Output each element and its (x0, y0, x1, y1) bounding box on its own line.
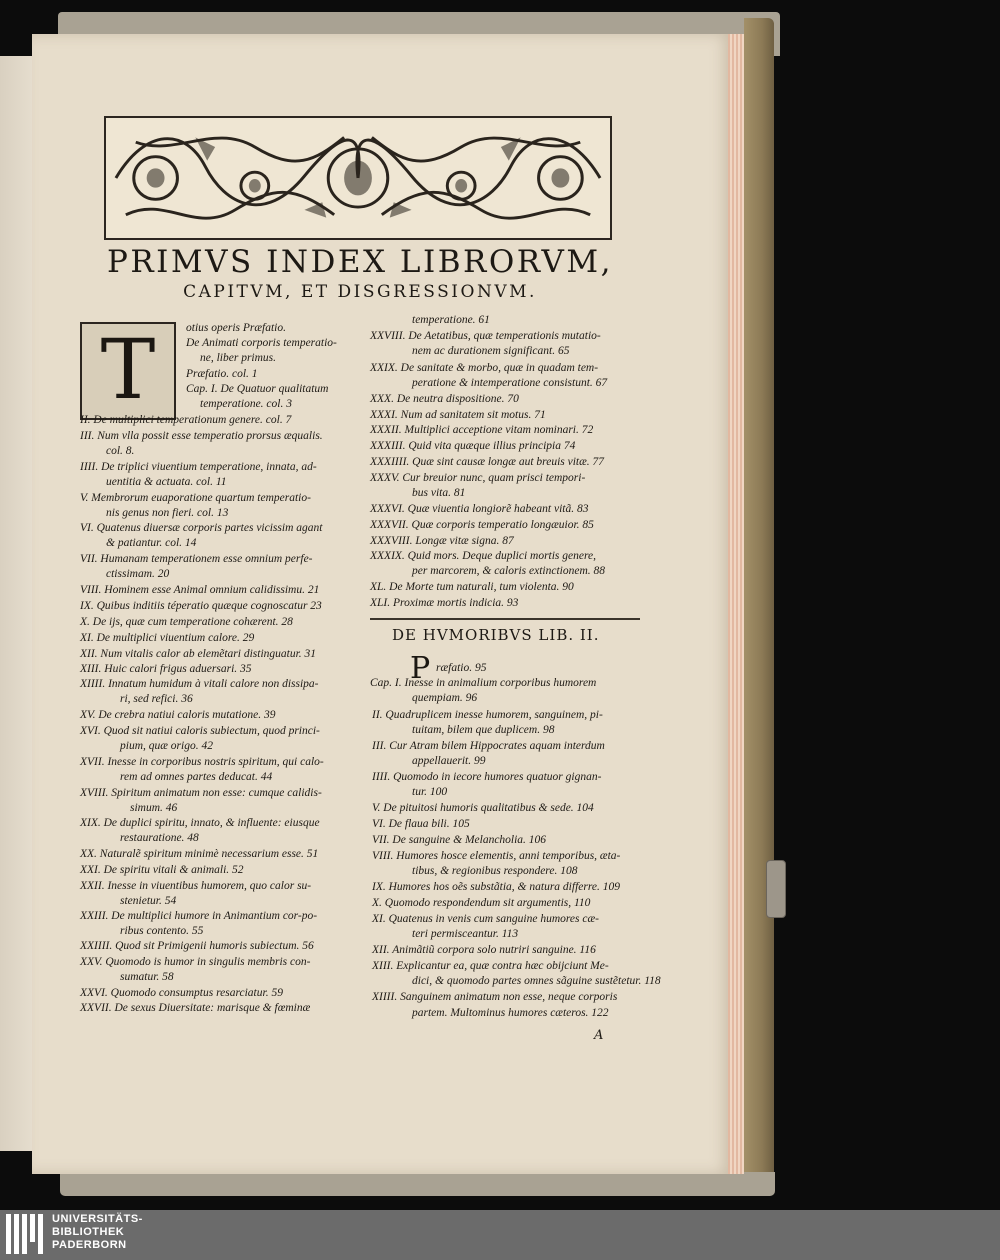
index-entry: dici, & quomodo partes omnes sãguine sustẽtetur. 118 (412, 975, 661, 987)
index-entry: col. 8. (106, 445, 135, 457)
catchword: A (594, 1028, 604, 1043)
book-cover-bottom (60, 1172, 775, 1196)
index-entry: XXXIX. Quid mors. Deque duplici mortis genere, (370, 550, 597, 562)
index-entry: XXVII. De sexus Diuersitate: marisque & fœminæ (80, 1002, 311, 1014)
index-entry: XXXIII. Quid vita quæque illius principia 74 (370, 440, 576, 452)
index-entry: Cap. I. Inesse in animalium corporibus humorem (370, 677, 597, 689)
index-entry: per marcorem, & caloris extinctionem. 88 (412, 565, 606, 577)
index-entry: XXXVIII. Longæ vitæ signa. 87 (370, 535, 514, 547)
index-entry: sumatur. 58 (120, 971, 174, 983)
index-entry: XVI. Quod sit natiui caloris subiectum, quod princi- (80, 725, 320, 737)
index-entry: V. De pituitosi humoris qualitatibus & sede. 104 (372, 802, 594, 814)
index-entry: partem. Multominus humores cæteros. 122 (412, 1007, 609, 1019)
index-entry: ne, liber primus. (200, 352, 277, 364)
section-heading: DE HVMORIBVS LIB. II. (392, 626, 600, 644)
index-entry: quempiam. 96 (412, 692, 478, 704)
index-entry: XI. Quatenus in venis cum sanguine humores cæ- (372, 913, 599, 925)
index-entry: IIII. De triplici viuentium temperatione, innata, ad- (80, 461, 317, 473)
index-entry: uentitia & actuata. col. 11 (106, 476, 227, 488)
index-entry: XIIII. Sanguinem animatum non esse, neque corporis (372, 991, 618, 1003)
index-entry: II. De multiplici temperationum genere. col. 7 (80, 414, 292, 426)
index-entry: IIII. Quomodo in iecore humores quatuor gignan- (372, 771, 602, 783)
index-entry: II. Quadruplicem inesse humorem, sanguinem, pi- (372, 709, 603, 721)
index-entry: XVII. Inesse in corporibus nostris spiritum, qui calo- (80, 756, 324, 768)
logo-line-1: UNIVERSITÄTS- (52, 1213, 143, 1225)
index-title: PRIMVS INDEX LIBRORVM, (106, 244, 614, 280)
index-entry: simum. 46 (130, 802, 178, 814)
index-entry: VII. Humanam temperationem esse omnium perfe- (80, 553, 313, 565)
initial-letter: T (100, 323, 156, 418)
index-entry: XXXVII. Quæ corporis temperatio longæuior. 85 (370, 519, 594, 531)
index-entry: rem ad omnes partes deducat. 44 (120, 771, 273, 783)
index-entry: XXVI. Quomodo consumptus resarciatur. 59 (80, 987, 283, 999)
index-entry: ræfatio. 95 (436, 662, 487, 674)
index-entry: temperatione. 61 (412, 314, 490, 326)
index-entry: ribus contento. 55 (120, 925, 204, 937)
index-entry: VI. De flaua bili. 105 (372, 818, 470, 830)
index-entry: Cap. I. De Quatuor qualitatum (186, 383, 329, 395)
index-entry: VIII. Humores hosce elementis, anni temporibus, æta- (372, 850, 621, 862)
book-clasp (766, 860, 786, 918)
index-entry: XXXII. Multiplici acceptione vitam nominari. 72 (370, 424, 594, 436)
index-entry: XLI. Proximæ mortis indicia. 93 (370, 597, 519, 609)
index-entry: XXV. Quomodo is humor in singulis membris con- (80, 956, 311, 968)
index-entry: stenietur. 54 (120, 895, 177, 907)
index-entry: XXIII. De multiplici humore in Animantium cor-po- (80, 910, 318, 922)
index-entry: pium, quæ origo. 42 (120, 740, 213, 752)
index-entry: XXXIIII. Quæ sint causæ longæ aut breuis vitæ. 77 (370, 456, 605, 468)
index-entry: XIX. De duplici spiritu, innato, & influente: eiusque (80, 817, 320, 829)
index-entry: III. Num vlla possit esse temperatio prorsus æqualis. (80, 430, 323, 442)
index-subtitle: CAPITVM, ET DISGRESSIONVM. (183, 282, 537, 302)
index-entry: temperatione. col. 3 (200, 398, 292, 410)
index-entry: XXXI. Num ad sanitatem sit motus. 71 (370, 409, 546, 421)
index-entry: De Animati corporis temperatio- (186, 337, 337, 349)
index-entry: XXII. Inesse in viuentibus humorem, quo calor su- (80, 880, 312, 892)
index-entry: X. Quomodo respondendum sit argumentis, 110 (372, 897, 591, 909)
ornamental-headpiece (104, 116, 612, 240)
index-entry: XV. De crebra natiui caloris mutatione. 39 (80, 709, 276, 721)
library-logo-icon (6, 1214, 46, 1254)
index-entry: teri permisceantur. 113 (412, 928, 519, 940)
index-entry: XII. Num vitalis calor ab elemẽtari distinguatur. 31 (80, 648, 317, 660)
index-entry: otius operis Præfatio. (186, 322, 286, 334)
index-entry: XXIIII. Quod sit Primigenii humoris subiectum. 56 (80, 940, 314, 952)
index-entry: appellauerit. 99 (412, 755, 486, 767)
index-entry: XXIX. De sanitate & morbo, quæ in quadam tem- (370, 362, 599, 374)
index-entry: nis genus non fieri. col. 13 (106, 507, 229, 519)
index-entry: XIII. Huic calori frigus aduersari. 35 (80, 663, 252, 675)
library-logo-text (52, 1213, 143, 1252)
index-entry: tibus, & regionibus respondere. 108 (412, 865, 578, 877)
logo-line-2: BIBLIOTHEK (52, 1226, 125, 1238)
index-entry: XIII. Explicantur ea, quæ contra hæc obijciunt Me- (372, 960, 609, 972)
book-cover-spine (744, 18, 774, 1186)
decorated-initial (80, 322, 176, 420)
index-entry: XI. De multiplici viuentium calore. 29 (80, 632, 255, 644)
index-entry: ctissimam. 20 (106, 568, 170, 580)
index-entry: XXXVI. Quæ viuentia longiorẽ habeant vitã. 83 (370, 503, 589, 515)
index-entry: tur. 100 (412, 786, 448, 798)
page-edges (728, 34, 744, 1174)
index-entry: bus vita. 81 (412, 487, 466, 499)
index-entry: VII. De sanguine & Melancholia. 106 (372, 834, 547, 846)
index-entry: XX. Naturalẽ spiritum minimè necessarium esse. 51 (80, 848, 319, 860)
index-entry: nem ac durationem significant. 65 (412, 345, 570, 357)
index-entry: Præfatio. col. 1 (186, 368, 258, 380)
index-entry: V. Membrorum euaporatione quartum temperatio- (80, 492, 311, 504)
index-entry: X. De ijs, quæ cum temperatione cohærent. 28 (80, 616, 293, 628)
index-entry: tuitam, bilem que duplicem. 98 (412, 724, 555, 736)
section-initial: P (410, 651, 431, 686)
index-entry: IX. Quibus inditiis téperatio quæque cognoscatur 23 (80, 600, 322, 612)
index-entry: XXX. De neutra dispositione. 70 (370, 393, 519, 405)
library-footer (0, 1210, 1000, 1260)
index-entry: IX. Humores hos oẽs substãtia, & natura differre. 109 (372, 881, 620, 893)
index-entry: restauratione. 48 (120, 832, 199, 844)
index-entry: XII. Animãtiũ corpora solo nutriri sanguine. 116 (372, 944, 596, 956)
index-entry: XVIII. Spiritum animatum non esse: cumque calidis- (80, 787, 322, 799)
index-entry: peratione & intemperatione consistunt. 67 (412, 377, 608, 389)
index-entry: & patiantur. col. 14 (106, 537, 197, 549)
index-entry: III. Cur Atram bilem Hippocrates aquam interdum (372, 740, 605, 752)
index-entry: XXVIII. De Aetatibus, quæ temperationis mutatio- (370, 330, 601, 342)
logo-line-3: PADERBORN (52, 1239, 127, 1251)
index-entry: XIIII. Innatum humidum à vitali calore non dissipa- (80, 678, 319, 690)
index-entry: VIII. Hominem esse Animal omnium calidissimu. 21 (80, 584, 320, 596)
index-entry: VI. Quatenus diuersæ corporis partes vicissim agant (80, 522, 323, 534)
section-divider (370, 618, 640, 620)
index-entry: XL. De Morte tum naturali, tum violenta. 90 (370, 581, 574, 593)
index-entry: ri, sed refici. 36 (120, 693, 193, 705)
index-entry: XXXV. Cur breuior nunc, quam prisci tempori- (370, 472, 586, 484)
index-entry: XXI. De spiritu vitali & animali. 52 (80, 864, 244, 876)
